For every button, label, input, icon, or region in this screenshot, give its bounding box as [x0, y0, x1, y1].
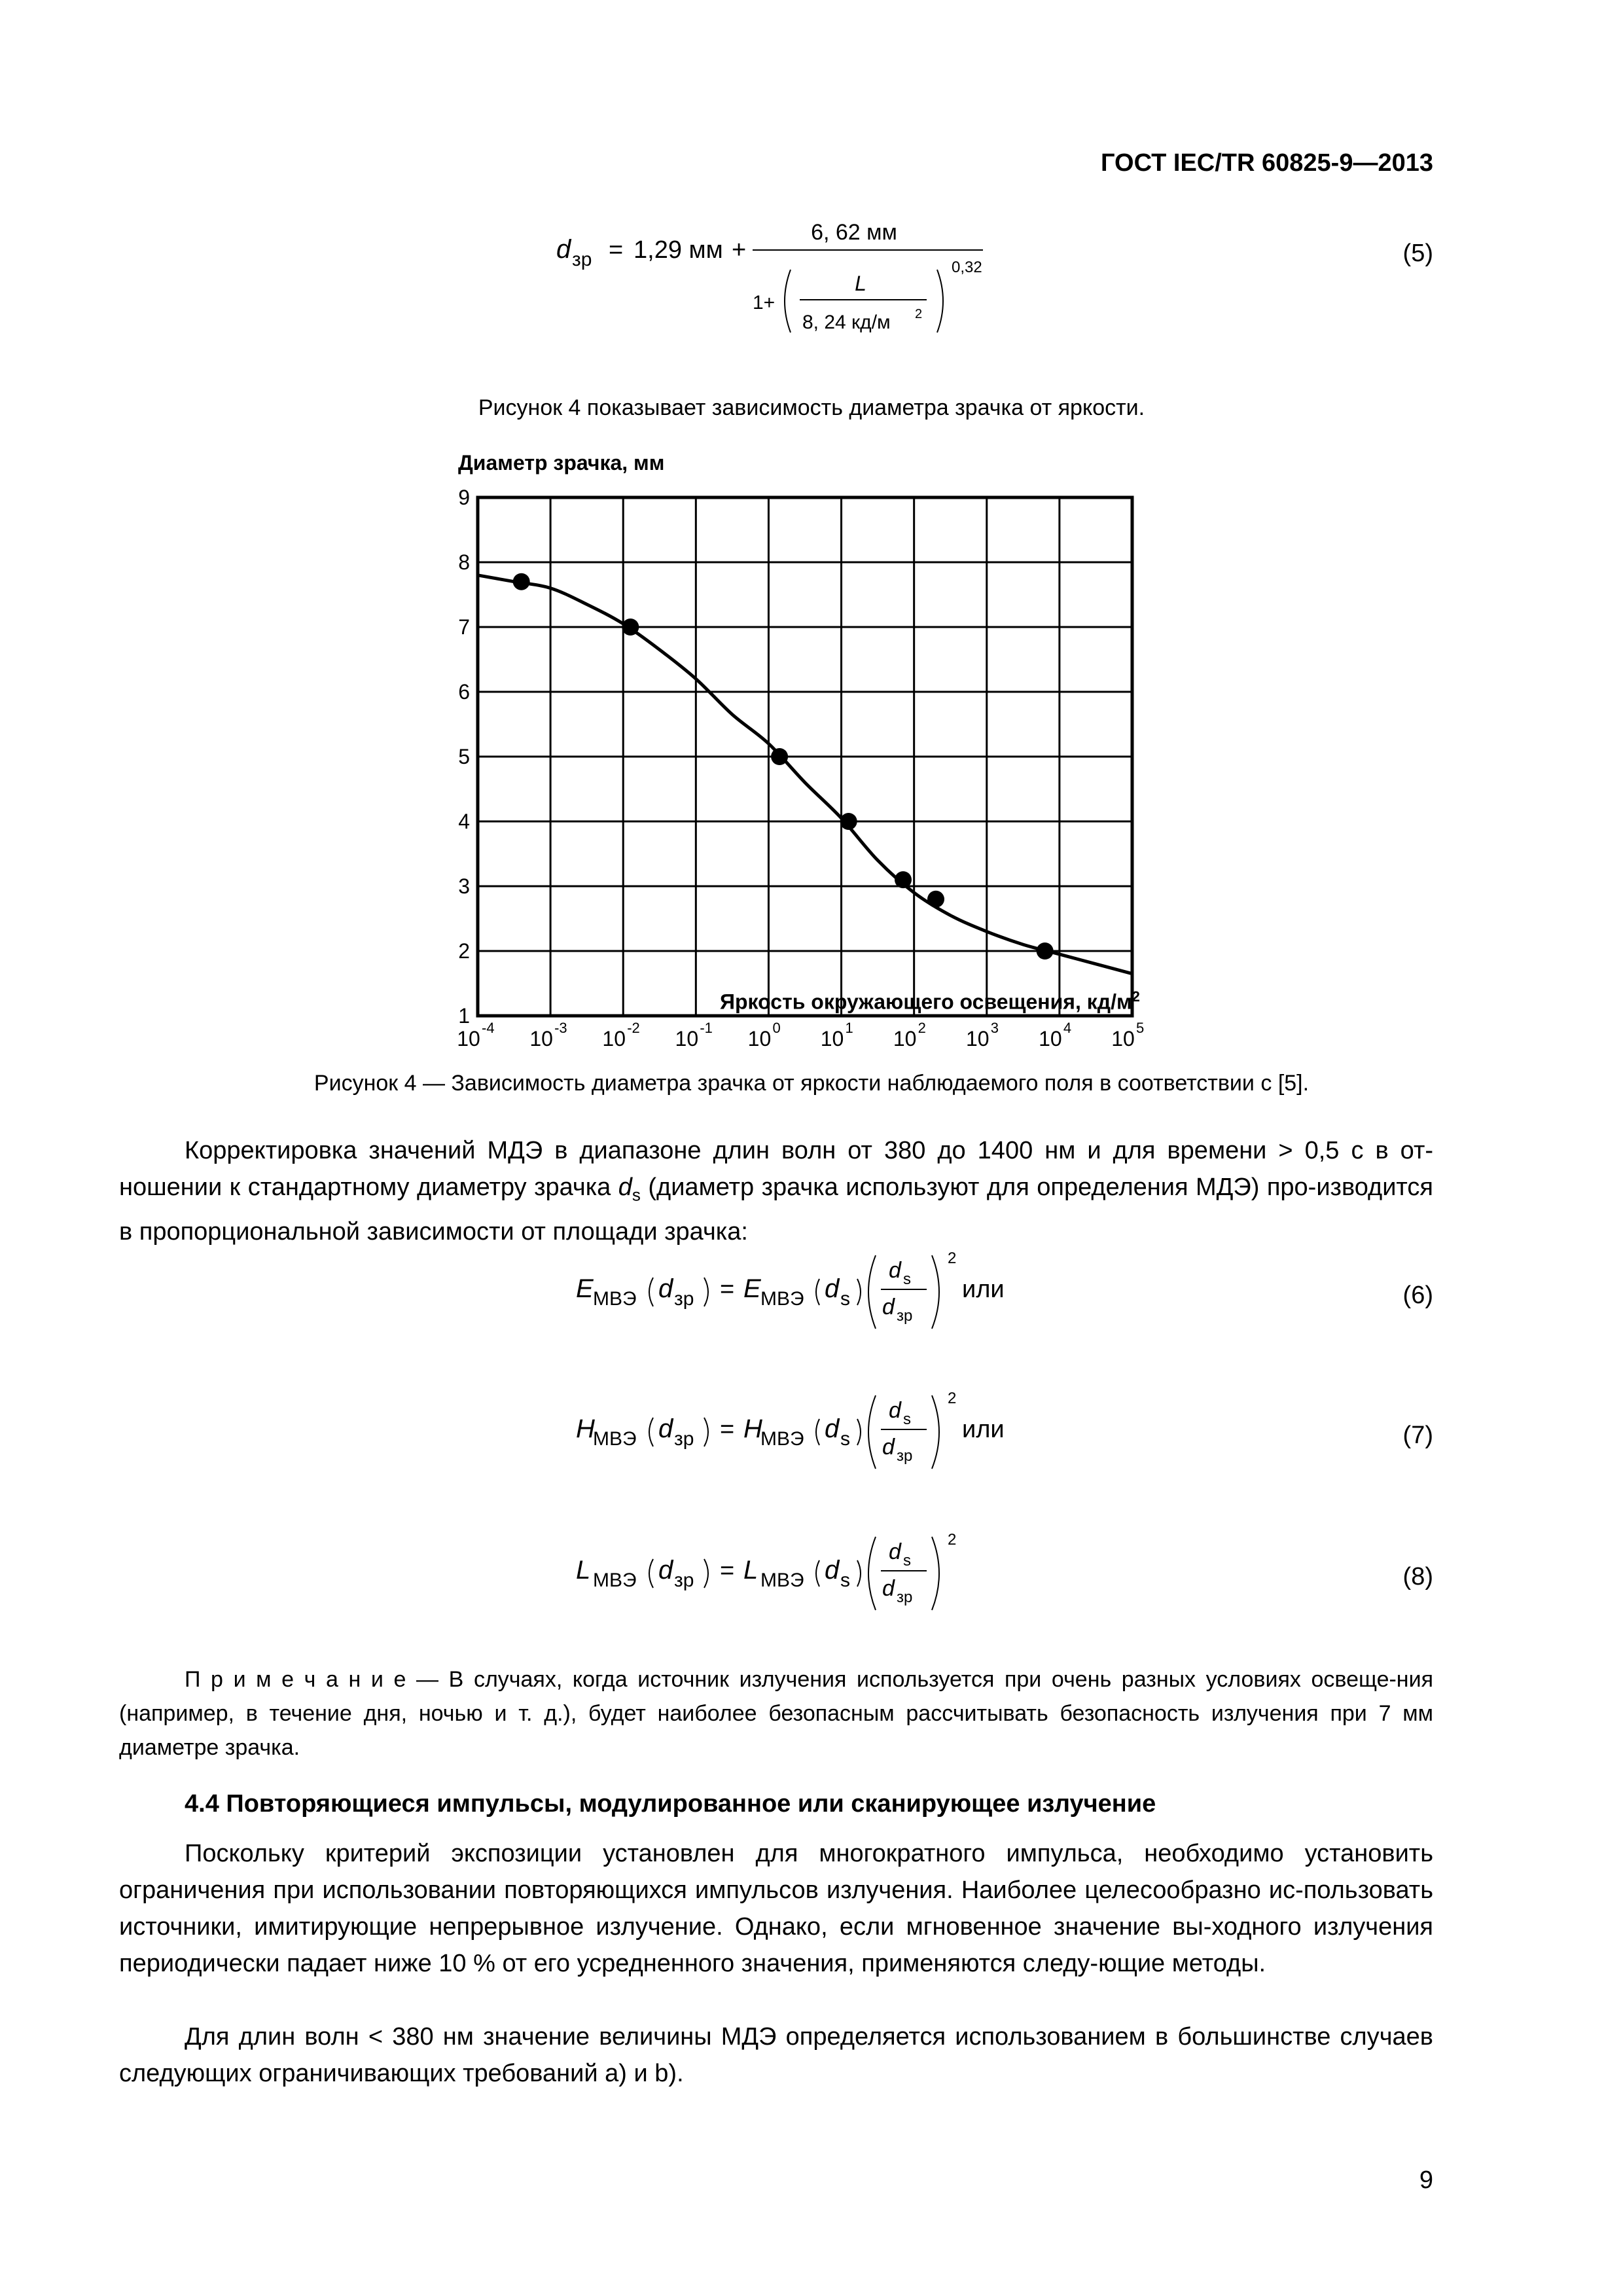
- formula-paren: [649, 1559, 653, 1588]
- formula5-left-paren: [785, 270, 791, 332]
- formula8-number: (8): [1402, 1563, 1433, 1590]
- chart-x-axis-label-sup: 2: [1132, 988, 1140, 1005]
- formula-symbol: L: [576, 1556, 591, 1585]
- formula5-lhs-var: d: [556, 235, 571, 264]
- formula-frac-num: d: [889, 1539, 901, 1564]
- formula7-number: (7): [1402, 1422, 1433, 1449]
- formula-sub: МВЭ: [593, 1428, 637, 1450]
- formula5-right-paren: [937, 270, 943, 332]
- chart-y-tick-label: 6: [458, 680, 470, 704]
- paragraph-correction-text-a: Корректировка значений МДЭ в диапазоне длин волн от 380 до 1400 нм и для времени > 0,5 с в от-ношении к стандартному диаметру зрачка: [119, 1137, 1433, 1201]
- section-heading: 4.4 Повторяющиеся импульсы, модулированное или сканирующее излучение: [185, 1790, 1156, 1818]
- formula-frac-num-sub: s: [903, 1410, 911, 1428]
- formula-paren: [704, 1278, 708, 1306]
- chart-x-tick-label: 10: [529, 1027, 553, 1050]
- formula-frac-den: d: [882, 1435, 895, 1460]
- chart-y-tick-label: 3: [458, 874, 470, 898]
- paragraph-wavelengths: [119, 2018, 1433, 2092]
- chart-y-tick-label: 7: [458, 615, 470, 639]
- formula5-number: (5): [1402, 240, 1433, 267]
- note-text: — В случаях, когда источник излучения используется при очень разных условиях освеще-ния (например, в течение дня, ночью и т. д.), будет наиболее безопасным рассчитывать безопасность излучения при 7 мм диаметре зрачка.: [119, 1667, 1433, 1760]
- chart-data-point: [771, 748, 788, 765]
- chart-x-axis-label: [720, 988, 1140, 1014]
- document-header: ГОСТ IEC/TR 60825-9—2013: [1101, 149, 1433, 177]
- chart-x-tick-exponent: 0: [772, 1020, 781, 1036]
- formula5-inner-num: L: [855, 272, 866, 295]
- formula5-inner-den: 8, 24 кд/м: [802, 312, 891, 333]
- chart-x-tick-label: 10: [965, 1027, 990, 1050]
- formula-6: [576, 1237, 1099, 1342]
- chart-x-tick-exponent: 5: [1136, 1020, 1145, 1036]
- paragraph-ds-var: d: [618, 1174, 632, 1201]
- formula-paren: [704, 1418, 708, 1446]
- formula-eq: =: [720, 1416, 735, 1443]
- formula5-plus: +: [732, 236, 747, 264]
- formula-sub-rhs: МВЭ: [760, 1428, 804, 1450]
- chart-x-tick-label: 10: [747, 1027, 772, 1050]
- formula-paren: [857, 1279, 861, 1305]
- chart-data-point: [1037, 942, 1054, 960]
- formula-paren: [649, 1278, 653, 1306]
- formula-eq: =: [720, 1557, 735, 1585]
- formula-frac-num-sub: s: [903, 1552, 911, 1570]
- paragraph-repeated-pulses: [119, 1835, 1433, 1982]
- formula-paren: [649, 1418, 653, 1446]
- page-number: 9: [1419, 2166, 1433, 2194]
- formula-exponent: 2: [948, 1249, 957, 1267]
- chart-y-tick-label: 8: [458, 550, 470, 574]
- chart-y-tick-label: 4: [458, 810, 470, 833]
- formula-sub-rhs: МВЭ: [760, 1570, 804, 1591]
- formula-big-paren: [932, 1395, 939, 1469]
- formula-paren: [704, 1559, 708, 1588]
- chart-x-tick-exponent: 3: [990, 1020, 999, 1036]
- chart-x-tick-exponent: 1: [845, 1020, 853, 1036]
- chart-x-tick-label: 10: [457, 1027, 480, 1050]
- chart-x-tick-exponent: 4: [1063, 1020, 1072, 1036]
- formula-paren: [857, 1560, 861, 1587]
- paragraph-ds-sub: s: [632, 1185, 641, 1205]
- chart-x-tick-label: 10: [675, 1027, 699, 1050]
- chart-x-tick-exponent: -2: [627, 1020, 640, 1036]
- formula-frac-num-sub: s: [903, 1270, 911, 1288]
- formula-exponent: 2: [948, 1531, 957, 1549]
- formula5-term1: 1,29 мм: [633, 236, 723, 264]
- chart-x-tick-label: 10: [602, 1027, 626, 1050]
- chart-data-point: [622, 619, 639, 636]
- formula-arg: d: [658, 1556, 673, 1585]
- chart-x-tick-exponent: -1: [700, 1020, 713, 1036]
- formula-arg-sub: зр: [674, 1428, 694, 1450]
- formula-frac-den: d: [882, 1576, 895, 1601]
- chart-data-point: [840, 813, 857, 830]
- formula5-exponent: 0,32: [952, 259, 982, 276]
- formula-big-paren: [868, 1255, 876, 1329]
- chart-x-tick-exponent: -4: [482, 1020, 495, 1036]
- chart-title: Диаметр зрачка, мм: [458, 451, 665, 475]
- formula-frac-den-sub: зр: [897, 1588, 913, 1606]
- note-label: П р и м е ч а н и е: [185, 1667, 406, 1692]
- formula-arg-rhs: d: [825, 1556, 840, 1585]
- pupil-diameter-chart: [445, 445, 1217, 1050]
- chart-x-tick-exponent: 2: [918, 1020, 926, 1036]
- chart-grid: [478, 497, 1132, 1016]
- chart-y-ticks: [458, 486, 470, 1028]
- formula-paren: [816, 1560, 819, 1587]
- formula-paren: [816, 1279, 819, 1305]
- formula-symbol-rhs: E: [743, 1274, 761, 1303]
- formula-exponent: 2: [948, 1390, 957, 1407]
- chart-x-tick-label: 10: [893, 1027, 917, 1050]
- formula6-number: (6): [1402, 1282, 1433, 1309]
- formula-arg: d: [658, 1414, 673, 1443]
- formula-arg-rhs: d: [825, 1274, 840, 1303]
- chart-x-tick-label: 10: [820, 1027, 844, 1050]
- paragraph-correction-text-b: (диаметр зрачка используют для определения МДЭ) про-изводится в пропорциональной зависимости от площади зрачка:: [119, 1174, 1433, 1246]
- formula-big-paren: [932, 1537, 939, 1610]
- intro-sentence: Рисунок 4 показывает зависимость диаметра зрачка от яркости.: [478, 395, 1145, 420]
- chart-x-tick-label: 10: [1111, 1027, 1135, 1050]
- chart-y-tick-label: 5: [458, 745, 470, 768]
- paragraph-repeated-pulses-text: Поскольку критерий экспозиции установлен для многократного импульса, необходимо установить ограничения при использовании повторяющихся импульсов излучения. Наиболее целесообразно ис-пользовать источники, имитирующие непрерывное излучение. Однако, если мгновенное значение вы-ходного излучения периодически падает ниже 10 % от его усредненного значения, применяются следу-ющие методы.: [119, 1840, 1433, 1977]
- formula-big-paren: [868, 1537, 876, 1610]
- formula-8: [576, 1518, 1099, 1623]
- formula-symbol-rhs: H: [743, 1414, 762, 1443]
- formula-5: [556, 216, 1014, 360]
- formula-frac-den-sub: зр: [897, 1307, 913, 1325]
- formula-arg-sub: зр: [674, 1570, 694, 1591]
- chart-x-tick-label: 10: [1039, 1027, 1062, 1050]
- formula-big-paren: [868, 1395, 876, 1469]
- formula-sub: МВЭ: [593, 1570, 637, 1591]
- formula-eq: =: [720, 1276, 735, 1303]
- chart-x-axis-label-text: Яркость окружающего освещения, кд/м: [720, 990, 1132, 1014]
- formula-frac-den: d: [882, 1295, 895, 1319]
- figure-caption: Рисунок 4 — Зависимость диаметра зрачка от яркости наблюдаемого поля в соответствии с [5].: [313, 1071, 1310, 1096]
- formula5-inner-den-sup: 2: [915, 307, 923, 321]
- formula-suffix: или: [962, 1276, 1005, 1303]
- formula-7: [576, 1377, 1099, 1482]
- formula-sub-rhs: МВЭ: [760, 1288, 804, 1310]
- formula-arg2-sub: s: [840, 1428, 850, 1450]
- chart-x-ticks: [457, 1020, 1144, 1050]
- formula5-eq: =: [609, 236, 624, 264]
- chart-data-point: [927, 891, 944, 908]
- chart-data-point: [895, 871, 912, 888]
- chart-x-tick-exponent: -3: [554, 1020, 567, 1036]
- chart-y-tick-label: 2: [458, 939, 470, 963]
- formula5-one-plus: 1+: [753, 292, 776, 314]
- formula-paren: [816, 1419, 819, 1445]
- chart-data-point: [513, 573, 530, 590]
- formula-arg2-sub: s: [840, 1288, 850, 1310]
- formula5-numerator: 6, 62 мм: [811, 220, 897, 245]
- formula-big-paren: [932, 1255, 939, 1329]
- note-block: [119, 1662, 1433, 1765]
- paragraph-wavelengths-text: Для длин волн < 380 нм значение величины МДЭ определяется использованием в большинстве случаев следующих ограничивающих требований a) и b).: [119, 2023, 1433, 2087]
- formula-paren: [857, 1419, 861, 1445]
- chart-data-points: [513, 573, 1054, 960]
- formula-arg2-sub: s: [840, 1570, 850, 1591]
- formula-arg-rhs: d: [825, 1414, 840, 1443]
- chart-y-tick-label: 1: [458, 1004, 470, 1028]
- formula-sub: МВЭ: [593, 1288, 637, 1310]
- formula-arg-sub: зр: [674, 1288, 694, 1310]
- formula-symbol: H: [576, 1414, 595, 1443]
- formula-frac-den-sub: зр: [897, 1447, 913, 1465]
- formula-symbol-rhs: L: [743, 1556, 758, 1585]
- chart-y-tick-label: 9: [458, 486, 470, 509]
- paragraph-correction: [119, 1132, 1433, 1250]
- formula-symbol: E: [576, 1274, 594, 1303]
- formula-frac-num: d: [889, 1398, 901, 1423]
- formula-suffix: или: [962, 1416, 1005, 1443]
- formula-arg: d: [658, 1274, 673, 1303]
- formula5-lhs-sub: зр: [572, 249, 592, 270]
- formula-frac-num: d: [889, 1258, 901, 1283]
- chart-curve-line: [478, 575, 1132, 974]
